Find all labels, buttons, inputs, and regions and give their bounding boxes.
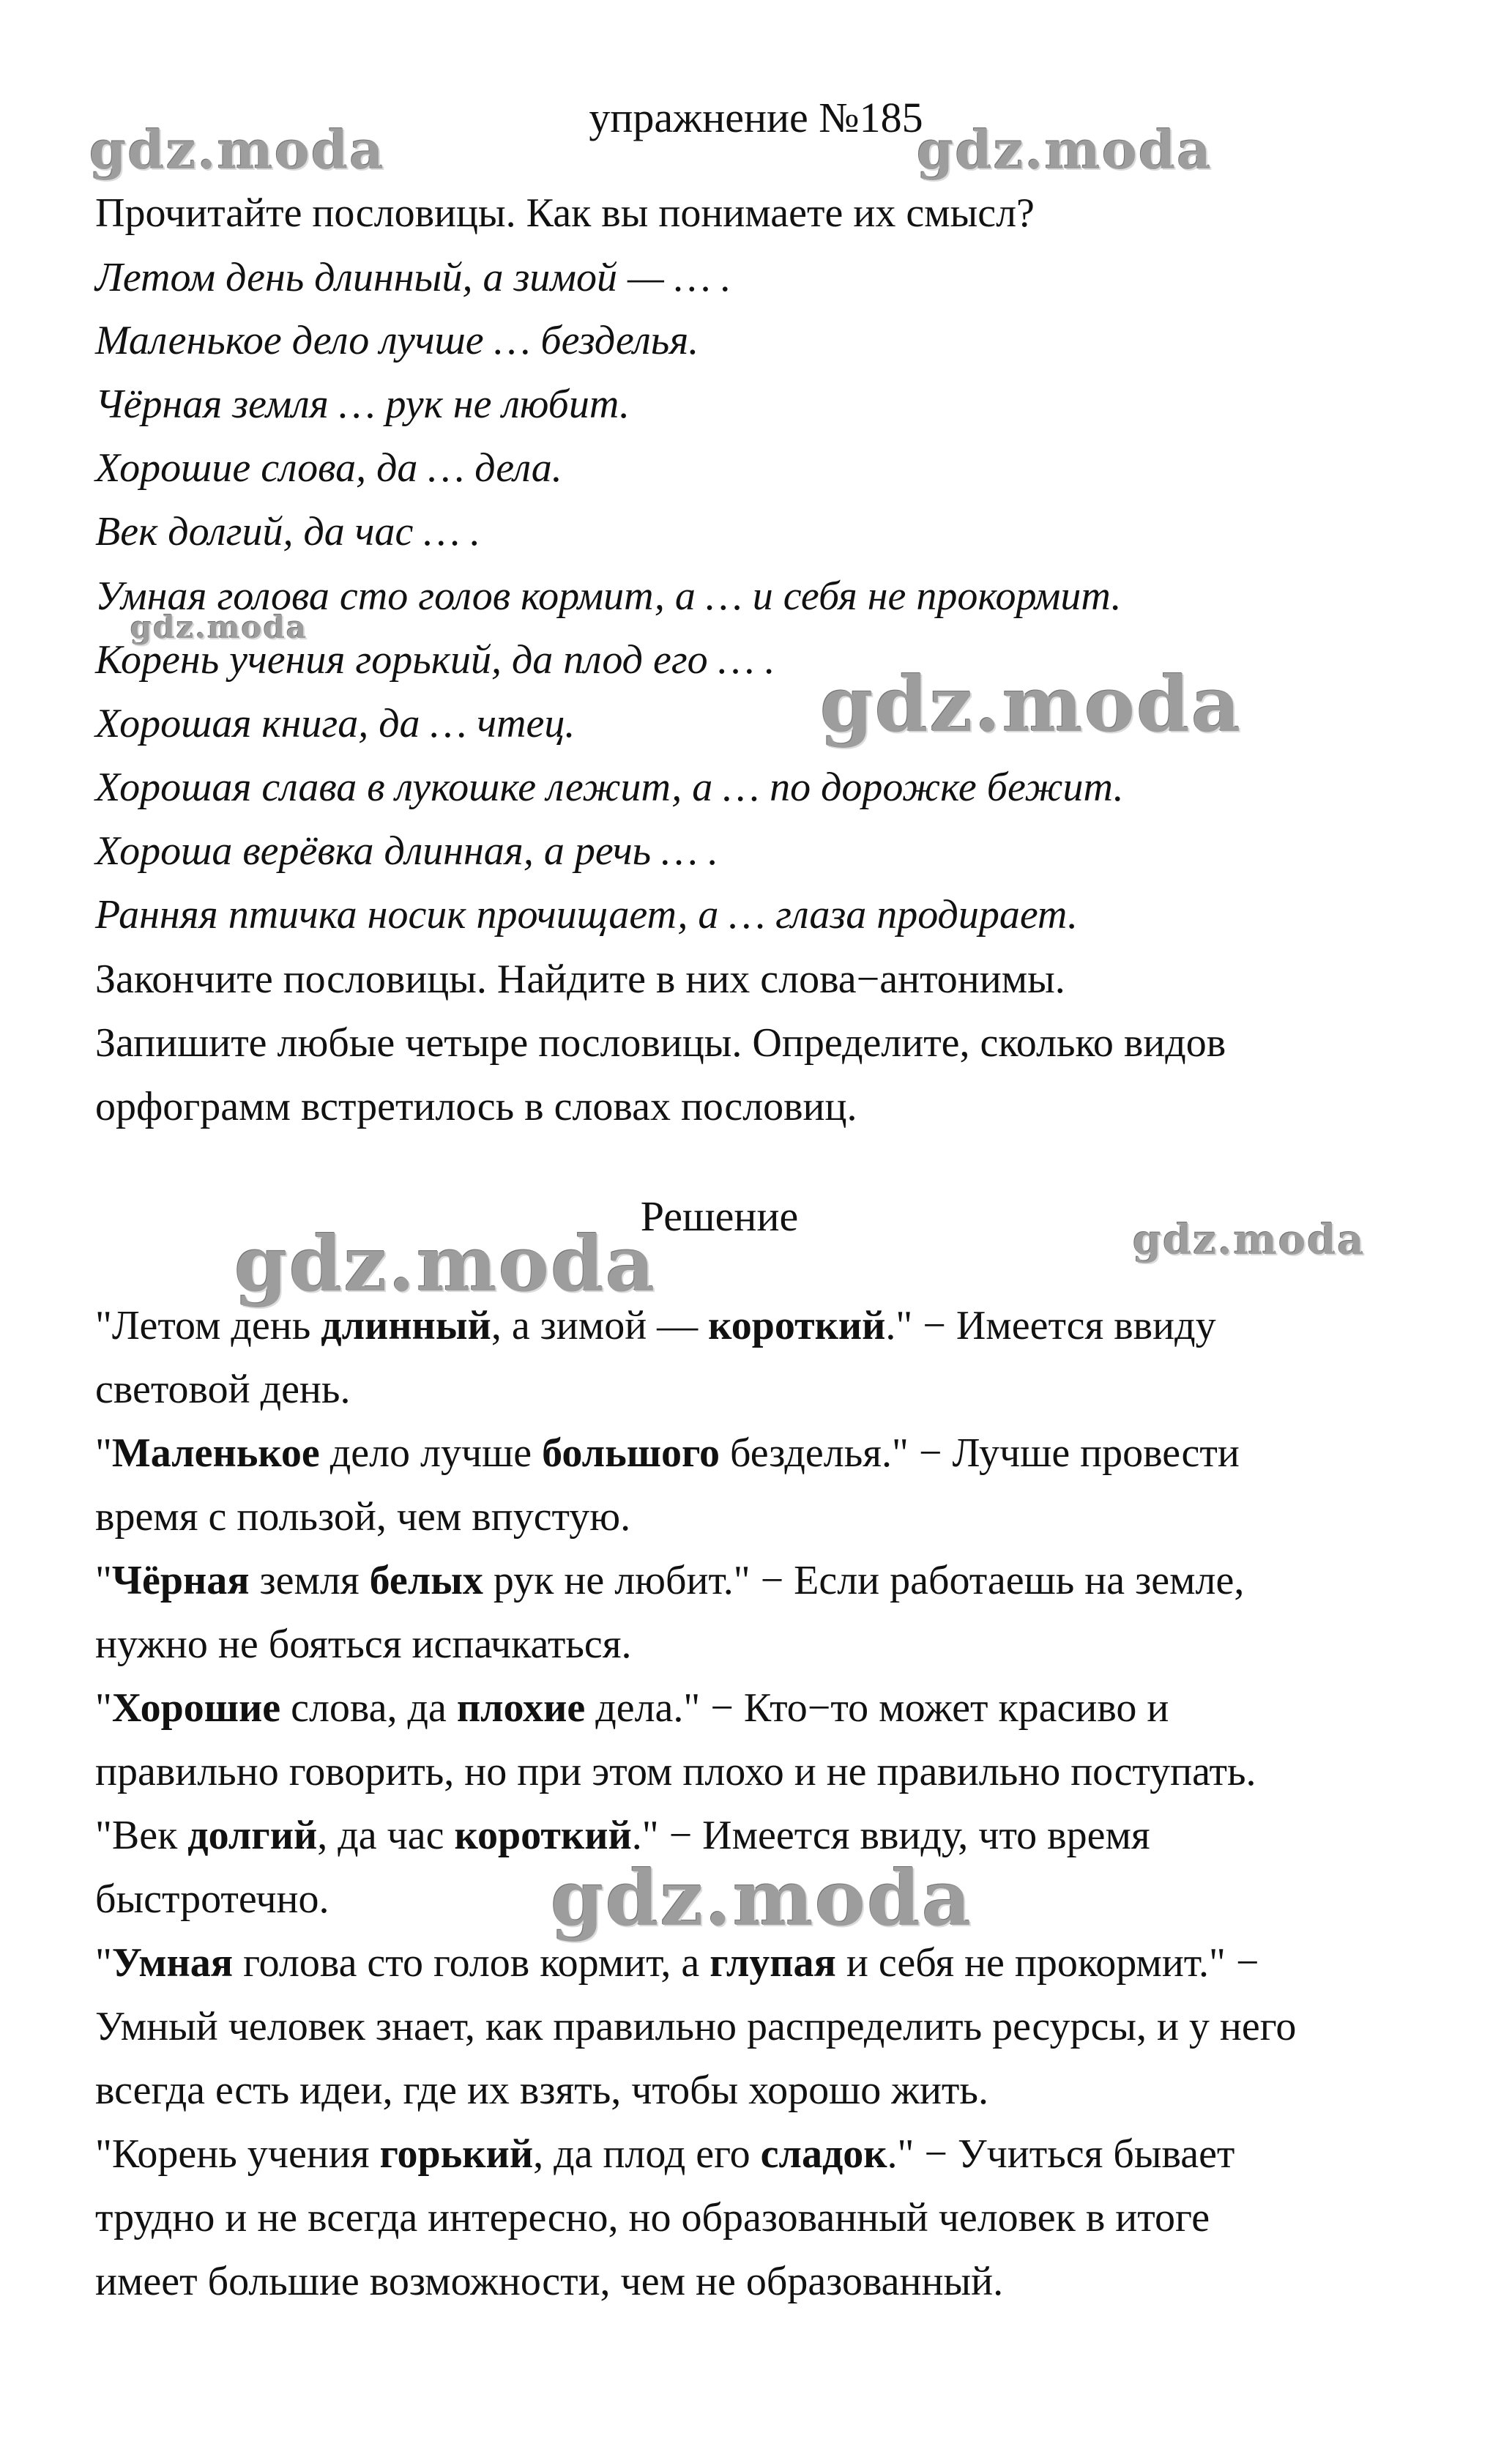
sol-7-a: " [95,1685,112,1731]
sol-14-antonym-2: сладок [760,2131,887,2177]
proverb-9 [95,762,1124,813]
solution-line-11 [95,1937,1259,1989]
sol-7-antonym-1: Хорошие [111,1685,281,1731]
sol-11-b: голова сто голов кормит, а [233,1940,710,1986]
finish-task: Закончите пословицы. Найдите в них слова−антонимы. [95,957,1065,1002]
proverb-7-text: Корень учения горький, да плод его … . [95,637,775,683]
sol-14-b: , да плод его [533,2131,761,2177]
proverb-4-text: Хорошие слова, да … дела. [95,445,562,491]
sol-11-antonym-2: глупая [710,1940,836,1986]
watermark-logo: gdz.moda [89,119,385,181]
solution-line-4 [95,1491,630,1542]
sol-3-antonym-2: большого [542,1430,720,1476]
sol-11-antonym-1: Умная [111,1940,234,1986]
sol-1-a: "Летом день [95,1303,321,1348]
sol-3-antonym-1: Маленькое [111,1430,320,1476]
solution-line-3 [95,1427,1240,1479]
sol-14-antonym-1: горький [379,2131,534,2177]
proverb-5 [95,506,480,557]
sol-11-c: и себя не прокормит." − [835,1940,1259,1986]
write-task-line-2: орфограмм встретилось в словах пословиц. [95,1084,857,1129]
sol-5-antonym-2: белых [369,1558,483,1603]
proverb-6-text: Умная голова сто голов кормит, а … и себя не прокормит. [95,573,1122,619]
sol-1-antonym-1: длинный [321,1303,491,1348]
solution-line-16 [95,2256,1003,2307]
proverb-3 [95,379,630,430]
solution-line-2 [95,1364,350,1415]
sol-7-c: дела." − Кто−то может красиво и [585,1685,1169,1731]
solution-line-15 [95,2192,1210,2243]
sol-11-a: " [95,1940,112,1986]
sol-1-b: , а зимой — [491,1303,709,1348]
solution-line-7 [95,1682,1169,1734]
sol-7-antonym-2: плохие [456,1685,586,1731]
watermark-logo: gdz.moda [917,119,1213,181]
sol-3-b: дело лучше [319,1430,543,1476]
sol-3-c: безделья." − Лучше провести [720,1430,1240,1476]
proverb-11 [95,889,1078,940]
watermark-logo: gdz.moda [234,1219,657,1309]
sol-9-c: ." − Имеется ввиду, что время [631,1813,1150,1858]
solution-line-14 [95,2128,1234,2180]
sol-4-a: время с пользой, чем впустую. [95,1494,631,1540]
sol-5-c: рук не любит." − Если работаешь на земле, [483,1558,1245,1603]
sol-5-a: " [95,1558,112,1603]
sol-9-a: "Век [95,1813,188,1858]
proverb-1-text: Летом день длинный, а зимой — … . [95,255,731,300]
sol-12-a: Умный человек знает, как правильно распределить ресурсы, и у него [95,2004,1297,2049]
watermark-logo: gdz.moda [130,609,308,645]
sol-5-b: земля [249,1558,370,1603]
solution-line-12 [95,2001,1296,2052]
solution-line-5 [95,1555,1244,1606]
proverb-10 [95,825,718,877]
write-task-line-1: Запишите любые четыре пословицы. Определите, сколько видов [95,1020,1226,1066]
sol-1-antonym-2: короткий [708,1303,886,1348]
solution-heading: Решение [640,1192,799,1240]
proverb-2 [95,315,699,366]
solution-line-8 [95,1746,1256,1797]
proverb-8 [95,698,575,749]
sol-13-a: всегда есть идеи, где их взять, чтобы хорошо жить. [95,2068,988,2113]
watermark-logo: gdz.moda [551,1853,973,1943]
sol-14-a: "Корень учения [95,2131,380,2177]
sol-10-a: быстротечно. [95,1876,329,1922]
sol-6-a: нужно не бояться испачкаться. [95,1622,632,1667]
proverb-8-text: Хорошая книга, да … чтец. [95,701,576,746]
sol-14-c: ." − Учиться бывает [887,2131,1235,2177]
sol-8-a: правильно говорить, но при этом плохо и не правильно поступать. [95,1749,1256,1794]
sol-3-a: " [95,1430,112,1476]
sol-16-a: имеет большие возможности, чем не образованный. [95,2259,1004,2304]
solution-line-13 [95,2065,988,2116]
proverb-2-text: Маленькое дело лучше … безделья. [95,318,699,363]
proverb-3-text: Чёрная земля … рук не любит. [95,382,630,427]
sol-7-b: слова, да [280,1685,457,1731]
sol-2-a: световой день. [95,1367,351,1412]
task-instruction: Прочитайте пословицы. Как вы понимаете их смысл? [95,190,1035,236]
sol-5-antonym-1: Чёрная [111,1558,250,1603]
proverb-11-text: Ранняя птичка носик прочищает, а … глаза продирает. [95,892,1079,937]
watermark-logo: gdz.moda [820,659,1243,749]
sol-15-a: трудно и не всегда интересно, но образованный человек в итоге [95,2195,1210,2240]
sol-9-antonym-1: долгий [187,1813,318,1858]
exercise-title: упражнение №185 [589,94,923,141]
sol-9-b: , да час [317,1813,455,1858]
proverb-5-text: Век долгий, да час … . [95,509,481,554]
proverb-10-text: Хороша верёвка длинная, а речь … . [95,828,718,874]
watermark-logo: gdz.moda [1133,1216,1366,1264]
solution-line-6 [95,1619,631,1670]
proverb-4 [95,442,562,494]
sol-1-c: ." − Имеется ввиду [885,1303,1216,1348]
proverb-1 [95,252,731,303]
sol-9-antonym-2: короткий [454,1813,632,1858]
proverb-9-text: Хорошая слава в лукошке лежит, а … по дорожке бежит. [95,765,1124,810]
solution-line-10 [95,1874,329,1925]
